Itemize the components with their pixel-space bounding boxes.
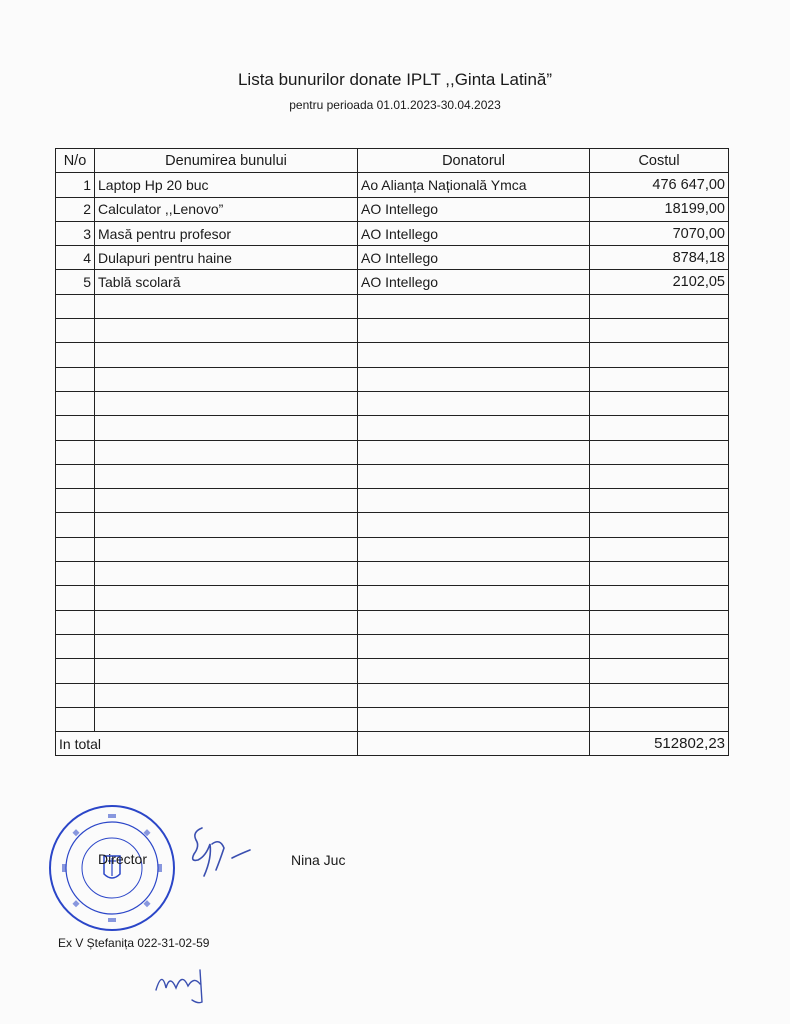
empty-cell (358, 683, 590, 707)
empty-table-row (56, 707, 729, 731)
empty-table-row (56, 319, 729, 343)
empty-cell (56, 513, 95, 537)
empty-cell (358, 343, 590, 367)
empty-cell (590, 707, 729, 731)
cell-number: 3 (56, 221, 95, 245)
empty-cell (590, 440, 729, 464)
empty-cell (95, 464, 358, 488)
empty-cell (590, 489, 729, 513)
empty-cell (56, 489, 95, 513)
empty-cell (358, 464, 590, 488)
total-value: 512802,23 (590, 732, 729, 756)
empty-cell (56, 537, 95, 561)
empty-cell (358, 537, 590, 561)
total-row (56, 732, 729, 756)
empty-cell (95, 707, 358, 731)
empty-cell (358, 634, 590, 658)
cell-cost: 18199,00 (590, 197, 729, 221)
empty-cell (358, 586, 590, 610)
header-item-name: Denumirea bunului (95, 149, 358, 173)
empty-cell (95, 343, 358, 367)
empty-cell (95, 294, 358, 318)
donations-table (55, 148, 729, 756)
cell-number: 4 (56, 246, 95, 270)
empty-cell (590, 367, 729, 391)
cell-item-name: Tablă scolară (95, 270, 358, 294)
empty-cell (56, 319, 95, 343)
empty-cell (358, 391, 590, 415)
empty-cell (358, 707, 590, 731)
empty-cell (590, 513, 729, 537)
table-row (56, 197, 729, 221)
empty-table-row (56, 537, 729, 561)
empty-table-row (56, 416, 729, 440)
empty-cell (358, 294, 590, 318)
table-row (56, 173, 729, 197)
total-label: In total (56, 732, 358, 756)
empty-table-row (56, 489, 729, 513)
cell-cost: 476 647,00 (590, 173, 729, 197)
empty-cell (590, 294, 729, 318)
table-row (56, 221, 729, 245)
empty-table-row (56, 294, 729, 318)
director-signature (180, 820, 270, 890)
empty-cell (590, 610, 729, 634)
empty-cell (95, 634, 358, 658)
empty-table-row (56, 464, 729, 488)
cell-donor: Ao Alianța Națională Ymca (358, 173, 590, 197)
empty-table-row (56, 343, 729, 367)
empty-cell (56, 634, 95, 658)
empty-cell (56, 294, 95, 318)
empty-cell (56, 440, 95, 464)
empty-cell (358, 367, 590, 391)
empty-cell (95, 610, 358, 634)
cell-number: 2 (56, 197, 95, 221)
empty-cell (358, 513, 590, 537)
empty-table-row (56, 367, 729, 391)
empty-cell (590, 416, 729, 440)
signer-name: Nina Juc (291, 852, 346, 868)
empty-cell (590, 464, 729, 488)
empty-cell (358, 416, 590, 440)
empty-cell (56, 416, 95, 440)
empty-table-row (56, 391, 729, 415)
header-cost: Costul (590, 149, 729, 173)
empty-cell (95, 562, 358, 586)
empty-cell (95, 513, 358, 537)
cell-donor: AO Intellego (358, 270, 590, 294)
empty-cell (358, 440, 590, 464)
cell-donor: AO Intellego (358, 197, 590, 221)
empty-cell (358, 489, 590, 513)
empty-cell (56, 659, 95, 683)
director-label: Director (98, 851, 148, 867)
cell-cost: 7070,00 (590, 221, 729, 245)
header-donor: Donatorul (358, 149, 590, 173)
cell-donor: AO Intellego (358, 221, 590, 245)
empty-cell (590, 586, 729, 610)
empty-table-row (56, 513, 729, 537)
empty-table-row (56, 440, 729, 464)
empty-cell (358, 319, 590, 343)
empty-cell (590, 343, 729, 367)
empty-cell (590, 537, 729, 561)
total-empty-cell (358, 732, 590, 756)
empty-cell (358, 562, 590, 586)
empty-cell (590, 634, 729, 658)
cell-item-name: Calculator ,,Lenovo” (95, 197, 358, 221)
header-number: N/o (56, 149, 95, 173)
empty-table-row (56, 634, 729, 658)
empty-table-row (56, 562, 729, 586)
empty-cell (95, 391, 358, 415)
empty-cell (95, 537, 358, 561)
empty-cell (95, 586, 358, 610)
empty-table-row (56, 683, 729, 707)
empty-cell (590, 562, 729, 586)
executor-signature (148, 960, 218, 1005)
empty-cell (95, 659, 358, 683)
empty-cell (56, 586, 95, 610)
empty-cell (95, 319, 358, 343)
document-subtitle: pentru perioada 01.01.2023-30.04.2023 (289, 98, 501, 112)
empty-table-row (56, 610, 729, 634)
cell-cost: 2102,05 (590, 270, 729, 294)
cell-item-name: Masă pentru profesor (95, 221, 358, 245)
cell-item-name: Laptop Hp 20 buc (95, 173, 358, 197)
cell-donor: AO Intellego (358, 246, 590, 270)
empty-cell (95, 683, 358, 707)
empty-cell (590, 683, 729, 707)
empty-cell (590, 659, 729, 683)
empty-cell (56, 464, 95, 488)
cell-cost: 8784,18 (590, 246, 729, 270)
table-row (56, 270, 729, 294)
empty-cell (56, 562, 95, 586)
empty-cell (95, 367, 358, 391)
empty-cell (56, 683, 95, 707)
table-header-row (56, 149, 729, 173)
empty-cell (56, 367, 95, 391)
empty-cell (56, 707, 95, 731)
table-row (56, 246, 729, 270)
empty-cell (590, 391, 729, 415)
official-stamp (48, 804, 176, 932)
cell-number: 5 (56, 270, 95, 294)
empty-table-row (56, 586, 729, 610)
document-title: Lista bunurilor donate IPLT ,,Ginta Latină” (237, 70, 553, 89)
empty-cell (56, 391, 95, 415)
empty-cell (590, 319, 729, 343)
executor-contact: Ex V Ștefanița 022-31-02-59 (58, 936, 210, 950)
empty-cell (358, 610, 590, 634)
cell-item-name: Dulapuri pentru haine (95, 246, 358, 270)
empty-cell (56, 343, 95, 367)
empty-cell (95, 440, 358, 464)
empty-table-row (56, 659, 729, 683)
empty-cell (358, 659, 590, 683)
empty-cell (95, 489, 358, 513)
empty-cell (56, 610, 95, 634)
empty-cell (95, 416, 358, 440)
cell-number: 1 (56, 173, 95, 197)
